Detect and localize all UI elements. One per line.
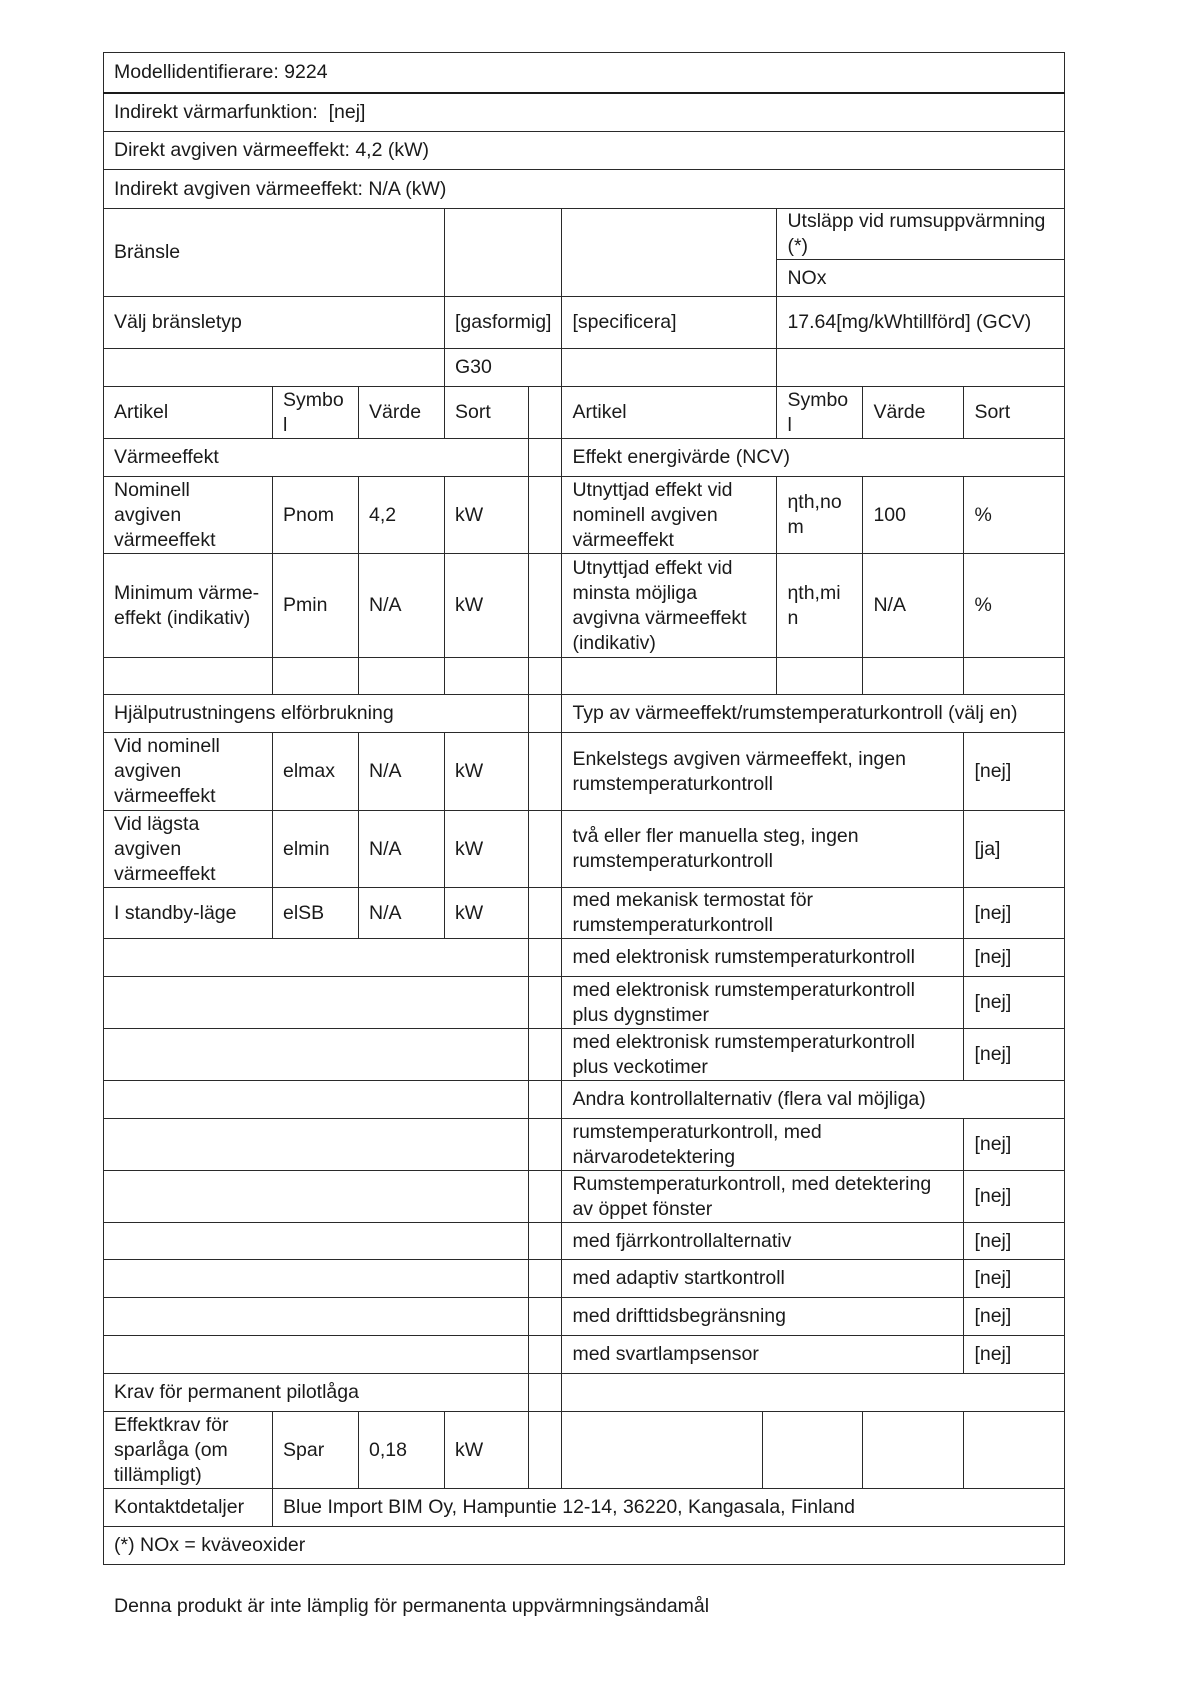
row-label: Minimum värme- effekt (indikativ): [104, 554, 273, 658]
pilot-flame-title: Krav för permanent pilotlåga: [104, 1374, 529, 1412]
contact-details: Blue Import BIM Oy, Hampuntie 12-14, 36220, Kangasala, Finland: [273, 1489, 1065, 1527]
blank-cell: [104, 1298, 529, 1336]
separator-cell: [529, 888, 562, 939]
separator-cell: [529, 977, 562, 1029]
control-option-value: [nej]: [964, 1171, 1065, 1223]
control-option: med elektronisk rumstemperaturkontroll plus dygnstimer: [562, 977, 964, 1029]
header-symbol: Symbo l: [273, 387, 359, 439]
indirect-heating-label: Indirekt värmarfunktion:: [114, 100, 318, 123]
fuel-blank-cell: [562, 209, 777, 297]
control-option-value: [nej]: [964, 939, 1065, 977]
indirect-heating-value: [nej]: [328, 100, 366, 123]
blank-cell: [445, 658, 529, 695]
blank-cell: [104, 1029, 529, 1081]
row-unit: %: [964, 554, 1065, 658]
row-value: N/A: [359, 733, 445, 811]
blank-cell: [359, 658, 445, 695]
control-option: rumstemperaturkontroll, med närvarodetektering: [562, 1119, 964, 1171]
control-option: med mekanisk termostat för rumstemperaturkontroll: [562, 888, 964, 939]
control-option-value: [nej]: [964, 1336, 1065, 1374]
separator-cell: [529, 1081, 562, 1119]
header-value-right: Värde: [863, 387, 964, 439]
aux-power-title: Hjälputrustningens elförbrukning: [104, 695, 529, 733]
row-label: Utnyttjad effekt vid nominell avgiven värmeeffekt: [562, 477, 777, 554]
separator-cell: [529, 1336, 562, 1374]
separator-cell: [529, 477, 562, 554]
fuel-select-label: Välj bränsletyp: [104, 297, 445, 349]
blank-cell: [777, 658, 863, 695]
fuel-blank-cell: [445, 209, 562, 297]
separator-cell: [529, 939, 562, 977]
blank-cell: [863, 1412, 964, 1489]
control-option-value: [nej]: [964, 1119, 1065, 1171]
row-symbol: elSB: [273, 888, 359, 939]
control-option: Rumstemperaturkontroll, med detektering av öppet fönster: [562, 1171, 964, 1223]
indirect-heating-function: [104, 93, 1065, 132]
blank-cell: [763, 1412, 863, 1489]
row-symbol: ηth,mi n: [777, 554, 863, 658]
separator-cell: [529, 1029, 562, 1081]
row-unit: kW: [445, 811, 529, 888]
nox-label: NOx: [777, 260, 1065, 297]
separator-cell: [529, 1298, 562, 1336]
separator-cell: [529, 1374, 562, 1412]
blank-cell: [964, 1412, 1065, 1489]
efficiency-title: Effekt energivärde (NCV): [562, 439, 1065, 477]
blank-cell: [104, 1171, 529, 1223]
separator-cell: [529, 1171, 562, 1223]
control-option: med elektronisk rumstemperaturkontroll plus veckotimer: [562, 1029, 964, 1081]
footnote: (*) NOx = kväveoxider: [104, 1527, 1065, 1565]
fuel-specify: [specificera]: [562, 297, 777, 349]
row-value: N/A: [359, 888, 445, 939]
blank-cell: [273, 658, 359, 695]
row-value: 100: [863, 477, 964, 554]
control-type-title: Typ av värmeeffekt/rumstemperaturkontroll (välj en): [562, 695, 1065, 733]
control-option: Enkelstegs avgiven värmeeffekt, ingen rumstemperaturkontroll: [562, 733, 964, 811]
row-unit: kW: [445, 477, 529, 554]
row-label: Vid nominell avgiven värmeeffekt: [104, 733, 273, 811]
contact-label: Kontaktdetaljer: [104, 1489, 273, 1527]
blank-cell: [104, 1336, 529, 1374]
header-unit: Sort: [445, 387, 529, 439]
header-article: Artikel: [104, 387, 273, 439]
gas-group: G30: [445, 349, 562, 387]
blank-cell: [964, 658, 1065, 695]
separator-cell: [529, 439, 562, 477]
blank-cell: [104, 1081, 529, 1119]
row-value: N/A: [359, 554, 445, 658]
header-value: Värde: [359, 387, 445, 439]
separator-cell: [529, 1412, 562, 1489]
separator-cell: [529, 658, 562, 695]
blank-cell: [104, 939, 529, 977]
separator-cell: [529, 1119, 562, 1171]
blank-cell: [562, 1374, 1065, 1412]
row-symbol: elmax: [273, 733, 359, 811]
row-symbol: ηth,no m: [777, 477, 863, 554]
emissions-header: Utsläpp vid rumsuppvärmning (*): [777, 209, 1065, 260]
control-option-value: [nej]: [964, 1298, 1065, 1336]
control-option-value: [nej]: [964, 977, 1065, 1029]
separator-cell: [529, 1260, 562, 1298]
separator-cell: [529, 733, 562, 811]
row-unit: kW: [445, 888, 529, 939]
row-unit: kW: [445, 733, 529, 811]
separator-cell: [529, 387, 562, 439]
row-label: Vid lägsta avgiven värmeeffekt: [104, 811, 273, 888]
control-option-value: [nej]: [964, 1029, 1065, 1081]
direct-heat-output: Direkt avgiven värmeeffekt: 4,2 (kW): [104, 132, 1065, 170]
control-option: med drifttidsbegränsning: [562, 1298, 964, 1336]
control-option-value: [nej]: [964, 1260, 1065, 1298]
row-unit: kW: [445, 1412, 529, 1489]
blank-cell: [104, 1223, 529, 1260]
product-note: Denna produkt är inte lämplig för permanenta uppvärmningsändamål: [114, 1595, 710, 1617]
header-unit-right: Sort: [964, 387, 1065, 439]
other-control-title: Andra kontrollalternativ (flera val möjliga): [562, 1081, 1065, 1119]
separator-cell: [529, 554, 562, 658]
row-label: Effektkrav för sparlåga (om tillämpligt): [104, 1412, 273, 1489]
control-option-value: [ja]: [964, 811, 1065, 888]
blank-cell: [562, 1412, 763, 1489]
header-symbol-right: Symbo l: [777, 387, 863, 439]
row-value: 0,18: [359, 1412, 445, 1489]
control-option: med svartlampsensor: [562, 1336, 964, 1374]
indirect-heat-output: Indirekt avgiven värmeeffekt: N/A (kW): [104, 170, 1065, 209]
control-option: med fjärrkontrollalternativ: [562, 1223, 964, 1260]
fuel-label: Bränsle: [104, 209, 445, 297]
fuel-type: [gasformig]: [445, 297, 562, 349]
control-option-value: [nej]: [964, 888, 1065, 939]
blank-cell: [104, 977, 529, 1029]
ecodesign-info-table: [103, 52, 1065, 1565]
blank-cell: [777, 349, 1065, 387]
control-option: med adaptiv startkontroll: [562, 1260, 964, 1298]
control-option-value: [nej]: [964, 733, 1065, 811]
blank-cell: [562, 349, 777, 387]
separator-cell: [529, 811, 562, 888]
row-symbol: Pnom: [273, 477, 359, 554]
row-label: Nominell avgiven värmeeffekt: [104, 477, 273, 554]
row-symbol: Spar: [273, 1412, 359, 1489]
model-identifier: Modellidentifierare: 9224: [104, 53, 1065, 93]
row-value: 4,2: [359, 477, 445, 554]
blank-cell: [104, 658, 273, 695]
heat-output-title: Värmeeffekt: [104, 439, 529, 477]
row-value: N/A: [863, 554, 964, 658]
row-unit: %: [964, 477, 1065, 554]
row-symbol: Pmin: [273, 554, 359, 658]
row-label: Utnyttjad effekt vid minsta möjliga avgivna värmeeffekt (indikativ): [562, 554, 777, 658]
blank-cell: [562, 658, 777, 695]
blank-cell: [104, 349, 445, 387]
blank-cell: [863, 658, 964, 695]
row-label: I standby-läge: [104, 888, 273, 939]
header-article-right: Artikel: [562, 387, 777, 439]
row-value: N/A: [359, 811, 445, 888]
row-symbol: elmin: [273, 811, 359, 888]
control-option: med elektronisk rumstemperaturkontroll: [562, 939, 964, 977]
nox-value: 17.64[mg/kWhtillförd] (GCV): [777, 297, 1065, 349]
control-option: två eller fler manuella steg, ingen rumstemperaturkontroll: [562, 811, 964, 888]
separator-cell: [529, 1223, 562, 1260]
row-unit: kW: [445, 554, 529, 658]
blank-cell: [104, 1119, 529, 1171]
blank-cell: [104, 1260, 529, 1298]
separator-cell: [529, 695, 562, 733]
control-option-value: [nej]: [964, 1223, 1065, 1260]
